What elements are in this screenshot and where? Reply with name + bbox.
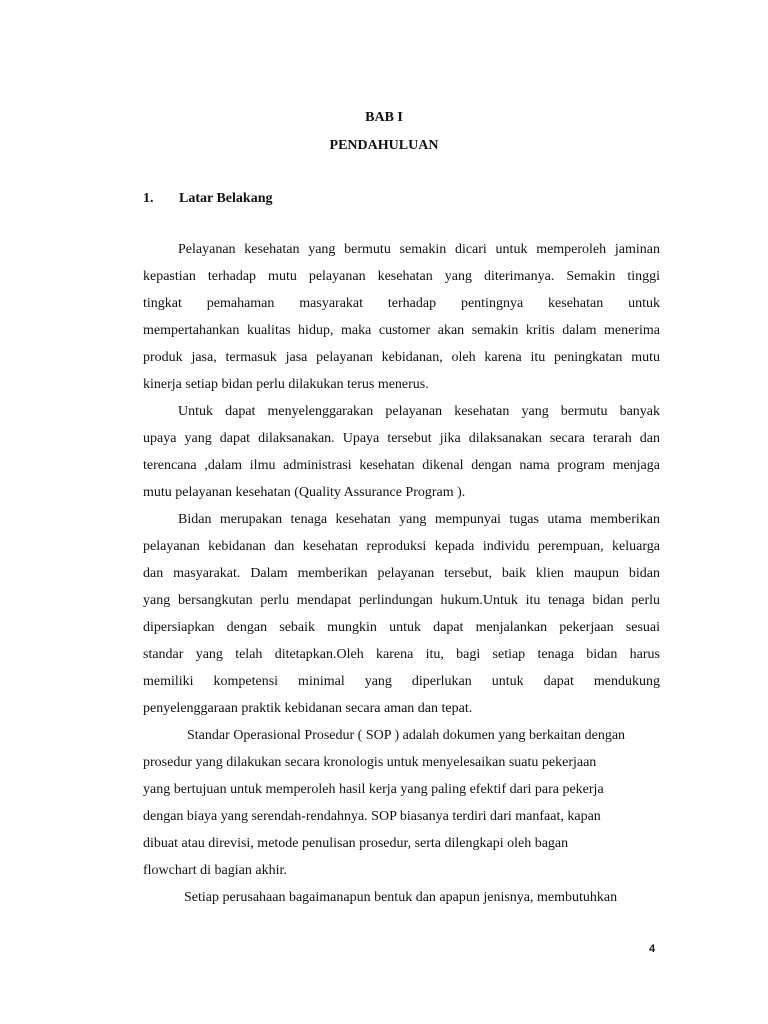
chapter-number: BAB I [365, 110, 403, 125]
paragraph-line: yang bersangkutan perlu mendapat perlindungan hukum.Untuk itu tenaga bidan perlu [143, 593, 660, 608]
paragraph-line: kinerja setiap bidan perlu dilakukan terus menerus. [143, 377, 429, 392]
paragraph-line: terencana ,dalam ilmu administrasi kesehatan dikenal dengan nama program menjaga [143, 458, 660, 473]
section-heading [143, 191, 272, 207]
paragraph-line: kepastian terhadap mutu pelayanan kesehatan yang diterimanya. Semakin tinggi [143, 269, 660, 284]
paragraph-line: produk jasa, termasuk jasa pelayanan kebidanan, oleh karena itu peningkatan mutu [143, 350, 660, 365]
section-number: 1. [143, 191, 154, 206]
paragraph-line: mempertahankan kualitas hidup, maka customer akan semakin kritis dalam menerima [143, 323, 660, 338]
paragraph-line: Untuk dapat menyelenggarakan pelayanan kesehatan yang bermutu banyak [178, 404, 660, 419]
paragraph-line: pelayanan kebidanan dan kesehatan reproduksi kepada individu perempuan, keluarga [143, 539, 660, 554]
paragraph-line: prosedur yang dilakukan secara kronologis untuk menyelesaikan suatu pekerjaan [143, 755, 597, 770]
paragraph-line: yang bertujuan untuk memperoleh hasil kerja yang paling efektif dari para pekerja [143, 782, 604, 797]
paragraph-line: Standar Operasional Prosedur ( SOP ) adalah dokumen yang berkaitan dengan [187, 728, 626, 743]
paragraph-line: Pelayanan kesehatan yang bermutu semakin dicari untuk memperoleh jaminan [178, 242, 660, 257]
paragraph-line: dibuat atau direvisi, metode penulisan prosedur, serta dilengkapi oleh bagan [143, 836, 569, 851]
page-number: 4 [649, 943, 656, 955]
paragraph-line: penyelenggaraan praktik kebidanan secara aman dan tepat. [143, 701, 473, 716]
paragraph-line: dengan biaya yang serendah-rendahnya. SOP biasanya terdiri dari manfaat, kapan [143, 809, 601, 824]
paragraph-line: standar yang telah ditetapkan.Oleh karena itu, bagi setiap tenaga bidan harus [143, 647, 660, 662]
chapter-title: PENDAHULUAN [329, 138, 439, 153]
paragraph-line: upaya yang dapat dilaksanakan. Upaya tersebut jika dilaksanakan secara terarah dan [143, 431, 660, 446]
paragraph-line: Bidan merupakan tenaga kesehatan yang mempunyai tugas utama memberikan [178, 512, 660, 527]
paragraph-line: tingkat pemahaman masyarakat terhadap pentingnya kesehatan untuk [143, 296, 660, 311]
section-title: Latar Belakang [179, 191, 273, 206]
paragraph-line: Setiap perusahaan bagaimanapun bentuk dan apapun jenisnya, membutuhkan [184, 890, 618, 905]
paragraph-line: dipersiapkan dengan sebaik mungkin untuk dapat menjalankan pekerjaan sesuai [143, 620, 660, 635]
paragraph-line: memiliki kompetensi minimal yang diperlukan untuk dapat mendukung [143, 674, 660, 689]
paragraph-line: mutu pelayanan kesehatan (Quality Assurance Program ). [143, 485, 466, 500]
paragraph-line: dan masyarakat. Dalam memberikan pelayanan tersebut, baik klien maupun bidan [143, 566, 660, 581]
paragraph-line: flowchart di bagian akhir. [143, 863, 287, 878]
